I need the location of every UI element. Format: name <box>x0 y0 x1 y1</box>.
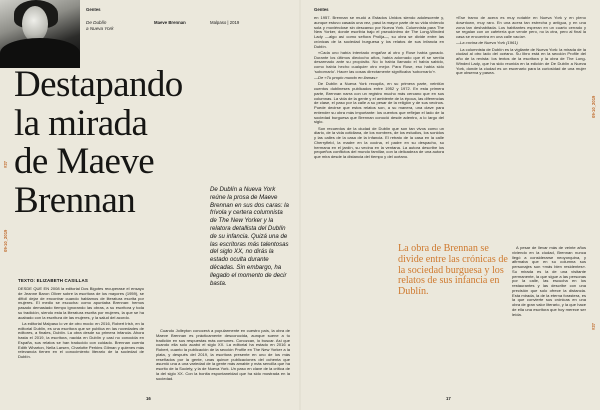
quote-attribution: —De «Tu propio mundo en llamas» <box>314 75 378 80</box>
headline-line-2: la mirada <box>14 102 148 144</box>
body-column-left <box>18 287 144 391</box>
quote-paragraph: «Cada uno había intentado engañar al otro y Rose había ganado. Durante los últimos dieciocho años, había adornado que él se sentía desarmado ante su propósito. No lo había llamado el había sabido, como había hecho cualquier otro mejor. Para Rose, eso había sido ‘sobornarlo’. Hacer las cosas directamente significaba ‘sobornarlo’». <box>314 49 444 74</box>
body-paragraph: De Dublín a Nueva York recopila, en su primera parte, veintiún cuentos dublineses publicados entre 1952 y 1972. En esta primera parte, Brennan narra con un registro mucho más cercano que en sus columnas. La vida de la gente y el ambiente de la época, las diferencias de clase, el paso por la calle a su pesar de la religión y de sus vecinos. Puede decirse que estos relatos son, a su manera, una clave para entender su obra más importante: los cuentos que reflejan el lado de la sociedad burguesa que Brennan conoció desde adentro, a lo largo del siglo. <box>314 81 444 125</box>
body-paragraph: Cuando Jolleyton conocerá a popularmente en cuestro país, la obra de Maeve Brennan es prácticamente desconocida, aunque suene a tu tradición en sus respuestas más comunes. Conozcan, lo buscar. Así que cuando ella solo acabó el siglo XX. La editorial ha estado en 2016 a Robert, cuanto la publicación de la sección Profile en The New Yorker a la plata, y después del 2019, la escritora presente en uno de los más reseñados por la gente, unas quince publicaciones del ochenta que asumió una a una variedad de la gente más amable y más sencilla que ha escrito de la Society, y la de Nueva York. Un paso en clave de la crítica de la del siglo XX. Con la bonita espontaneidad que ha sido mostrada en la sociedad. <box>156 328 290 381</box>
right-issue-number: #37 <box>591 323 596 330</box>
body-paragraph: La columnista de Dublín es la vigilante de Nueva York: la mirada de la ciudad al otro lado del océano. Su libro está en la sección Profile del año de la revista: los textos de la escritora y la obra de The Long-Winded Lady, que ha sido reunida en la edición de De Dublín a Nueva York, donde la ciudad es un escenario para la curiosidad de una mujer que observa y pasea. <box>456 46 586 76</box>
author-photo <box>0 0 80 56</box>
headline-line-4: Brennan <box>14 179 136 221</box>
body-paragraph: en 1957. Brennan se mudó a Estados Unidos siendo adolescente y, aunque estuvo casada una vez, pasó la mayor parte de su vida viviendo sola y moviéndose sin descanso por Nueva York. Columnista para The New Yorker, donde escribía bajo el pseudónimo de The Long-Winded Lady —algo así como señora Prolija—, su obra se divide entre las crónicas de la sociedad burguesa y los relatos de sus infancia en Dublín. <box>314 15 444 49</box>
left-section-label: Gentes <box>86 7 101 12</box>
pull-quote: La obra de Brennan se divide entre las crónicas de la sociedad burguesa y los relatos de sus infancia en Dublín. <box>398 243 508 298</box>
body-column-center <box>156 329 290 391</box>
page-gutter <box>299 0 301 410</box>
page-number-left: 16 <box>146 396 151 401</box>
body-paragraph: A pesar de llevar más de veinte años viviendo en la ciudad, Brennan nunca llegó a considerarse neoyorquina, y afirmaba que en su columna sus personajes son «más bien residentes». Su mirada es la de una visitante permanente, la que sigue a las personas por la calle, las escucha en los restaurantes y las describe con una precisión que solo ofrece la distancia. Esta mirada, la de la eterna forastera, es la que convierte sus crónicas en una obra de gran valor literario, y la que hace de ella una escritora que hoy merece ser leída. <box>512 245 586 317</box>
left-issue-date: 09-10_2019 <box>3 229 8 252</box>
left-kicker <box>86 20 114 31</box>
right-issue-date: 09-10_2019 <box>591 95 596 118</box>
quote-attribution: —La cocina de Nueva York (1961) <box>456 40 518 46</box>
book-title-label: Maeve Brennan <box>154 20 186 25</box>
headline-line-3: de Maeve <box>14 141 155 182</box>
body-paragraph: La editorial Malpaso lo ve de otro modo: en 2016, Robert Irish, en la editorial Dublin, es una escritora que se publica en las novedades de editores, a finales, Dublín. La obra desde su primera infancia. Ahora hasta el 2019, la escritora, nacida en Dublín y casi no conocida en España, sus relatos se han traducido con cuidado. Brennan cuenta Edith Wharton, Nella Larsen, Charlotte Perkins Gilman y quienes más relevancia tienen en el conocimiento literario de la sociedad de Dublín. <box>18 320 144 359</box>
quote-paragraph: «Ese tramo de acera es muy notable en Nueva York y en pleno downtown, muy raro. En una acera tan estrecha y antigua, y en una zona tan deshabitada. Los habitantes esperan en un cuarto cerrado y se regalan con un cafetería que vende pero, no la otra, pero al final la casa se encuentra en una calle vacía». <box>456 15 586 39</box>
photo-face <box>22 6 48 42</box>
body-paragraph: Son recuerdos de la ciudad de Dublín que son tan vivos como un diario, de la vida cotidiana, de los nombres, de los estudios, los sonidos y las calles de la casa de la infancia. El retrato de la casa en la calle Cherryfield, la madre en la cocina, el padre en su despacho, su hermana en el jardín, su vecina en la ventana. La autora describe los pequeños conflictos del mundo familiar, con la delicadeza de una autora que mira desde la distancia del tiempo y del océano. <box>314 125 444 159</box>
body-column-right-b <box>456 16 586 244</box>
article-byline: TEXTO: ELIZABETH CASILLAS <box>18 278 89 283</box>
body-column-right-b-narrow <box>512 245 586 317</box>
body-column-right-a <box>314 16 444 392</box>
article-standfirst: De Dublín a Nueva York reúne la prosa de Maeve Brennan en sus dos caras: la frívola y certera columnista de The New Yorker y la relatora detallista del Dublín de su infancia. Quizá una de las escritoras más talentosas del siglo XX, no dirás la estado oculta durante décadas. Sin embargo, ha llegado el momento de decir basta. <box>210 186 289 287</box>
body-paragraph: DESDE QUE EN 2008 la editorial Dos Bigotes recuperase el ensayo de Jeanne Baron Oliver sobre la escritora de los mayores (1959), se difícil dejar de encontrar cuando hablamos de literatura escrita por mujeres. El medio se escucha: como apuntaba Brennan: hemos pasado demasiado tiempo ignorando las obras, a su escritora y toda su tradición, siendo esta la literatura escrita por mujeres, la que se ha acabado con la escritura de las mujeres, y la salud del acordo. <box>18 286 144 320</box>
left-kicker-line-2: a Nueva York <box>86 25 114 31</box>
right-section-label: Gentes <box>314 7 329 12</box>
left-issue-number: #37 <box>3 161 8 168</box>
book-publisher-date: Malpaso | 2019 <box>210 20 240 25</box>
page-number-right: 17 <box>446 396 451 401</box>
headline-line-1: Destapando <box>14 64 183 105</box>
left-kicker-line-1: De Dublín <box>86 20 107 25</box>
